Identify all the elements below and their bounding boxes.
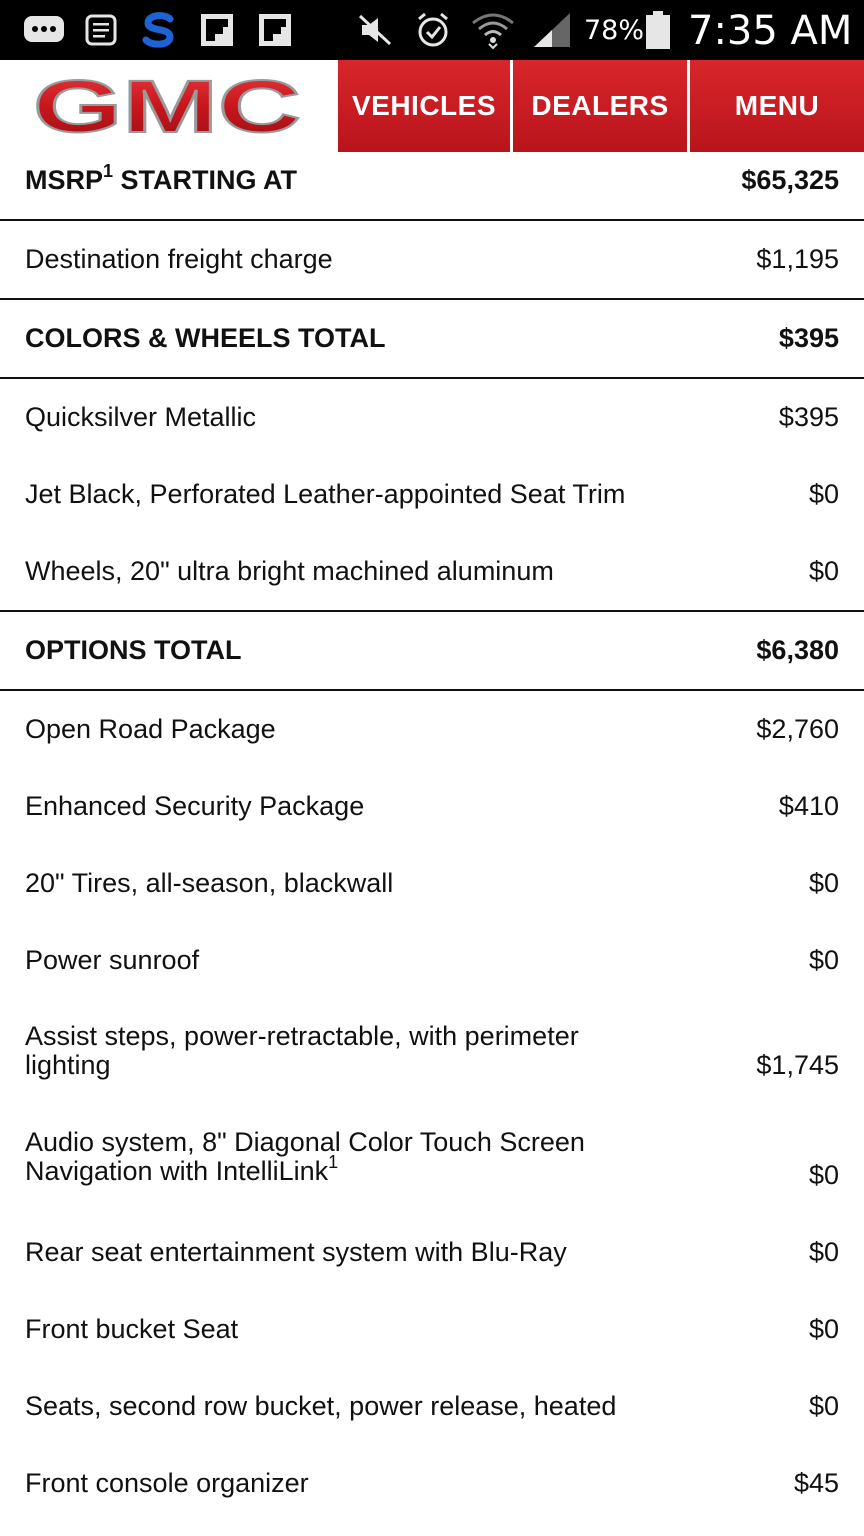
item-label: Front console organizer bbox=[25, 1468, 309, 1498]
divider bbox=[0, 610, 864, 612]
item-price: $2,760 bbox=[756, 714, 839, 744]
item-label: Jet Black, Perforated Leather-appointed Seat Trim bbox=[25, 479, 626, 509]
item-price: $410 bbox=[778, 791, 839, 821]
site-header bbox=[0, 60, 864, 152]
divider bbox=[0, 689, 864, 691]
item-label: Audio system, 8" Diagonal Color Touch Screen Navigation with IntelliLink$^1$ bbox=[25, 1127, 585, 1186]
list-item bbox=[0, 946, 864, 976]
item-label: Seats, second row bucket, power release, heated bbox=[25, 1391, 617, 1421]
mute-icon bbox=[356, 12, 396, 48]
wifi-icon bbox=[470, 12, 516, 48]
options-total-price: $6,380 bbox=[756, 635, 839, 665]
msrp-price: $65,325 bbox=[741, 165, 839, 195]
options-total-label: OPTIONS TOTAL bbox=[25, 635, 242, 665]
item-price: $1,745 bbox=[756, 1050, 839, 1080]
list-item bbox=[0, 557, 864, 587]
chat-bubble-icon bbox=[22, 12, 66, 48]
item-price: $45 bbox=[793, 1468, 839, 1498]
list-item bbox=[0, 1392, 864, 1422]
list-item bbox=[0, 1469, 864, 1499]
list-item bbox=[0, 1315, 864, 1345]
item-label: Power sunroof bbox=[25, 945, 200, 975]
item-price: $0 bbox=[808, 479, 839, 509]
list-item bbox=[0, 1128, 864, 1192]
list-item bbox=[0, 1022, 864, 1082]
battery-icon bbox=[644, 12, 672, 48]
vehicles-button[interactable]: VEHICLES bbox=[338, 60, 510, 152]
destination-price: $1,195 bbox=[756, 244, 839, 274]
signal-icon bbox=[530, 12, 574, 48]
menu-button[interactable]: MENU bbox=[690, 60, 864, 152]
item-label: Enhanced Security Package bbox=[25, 791, 365, 821]
divider bbox=[0, 298, 864, 300]
msrp-row bbox=[0, 161, 864, 196]
item-price: $0 bbox=[808, 556, 839, 586]
alarm-icon bbox=[414, 12, 452, 48]
battery-percent: 78% bbox=[584, 15, 645, 46]
list-item bbox=[0, 403, 864, 433]
logo-text: GMC bbox=[33, 74, 301, 138]
msrp-footnote: 1 bbox=[103, 161, 114, 181]
item-label: Wheels, 20" ultra bright machined aluminum bbox=[25, 556, 554, 586]
item-label: 20" Tires, all-season, blackwall bbox=[25, 868, 394, 898]
item-label: Quicksilver Metallic bbox=[25, 402, 257, 432]
flipboard-icon bbox=[200, 12, 234, 48]
colors-wheels-total-row bbox=[0, 324, 864, 354]
item-price: $0 bbox=[808, 1314, 839, 1344]
item-label: Open Road Package bbox=[25, 714, 276, 744]
item-price: $0 bbox=[808, 1160, 839, 1190]
colors-wheels-total-label: COLORS & WHEELS TOTAL bbox=[25, 323, 386, 353]
item-price: $395 bbox=[778, 402, 839, 432]
clock-time: 7:35 AM bbox=[688, 8, 853, 54]
colors-wheels-total-price: $395 bbox=[778, 323, 839, 353]
dealers-button[interactable]: DEALERS bbox=[513, 60, 687, 152]
destination-label: Destination freight charge bbox=[25, 244, 333, 274]
item-footnote: 1 bbox=[328, 1152, 339, 1172]
options-total-row bbox=[0, 636, 864, 666]
notes-icon bbox=[84, 12, 118, 48]
item-price: $0 bbox=[808, 945, 839, 975]
list-item bbox=[0, 869, 864, 899]
list-item bbox=[0, 480, 864, 510]
flipboard-icon bbox=[258, 12, 292, 48]
msrp-label: MSRP$^1$ STARTING AT bbox=[25, 161, 298, 195]
list-item bbox=[0, 715, 864, 745]
item-label: Front bucket Seat bbox=[25, 1314, 239, 1344]
list-item bbox=[0, 792, 864, 822]
item-label: Rear seat entertainment system with Blu-Ray bbox=[25, 1237, 567, 1267]
s-app-icon bbox=[138, 12, 180, 48]
status-bar bbox=[0, 0, 864, 60]
item-price: $0 bbox=[808, 1391, 839, 1421]
divider bbox=[0, 219, 864, 221]
item-price: $0 bbox=[808, 1237, 839, 1267]
item-label: Assist steps, power-retractable, with perimeter lighting bbox=[25, 1021, 579, 1080]
gmc-logo[interactable] bbox=[30, 74, 304, 138]
item-price: $0 bbox=[808, 868, 839, 898]
destination-row bbox=[0, 245, 864, 275]
list-item bbox=[0, 1238, 864, 1268]
divider bbox=[0, 377, 864, 379]
